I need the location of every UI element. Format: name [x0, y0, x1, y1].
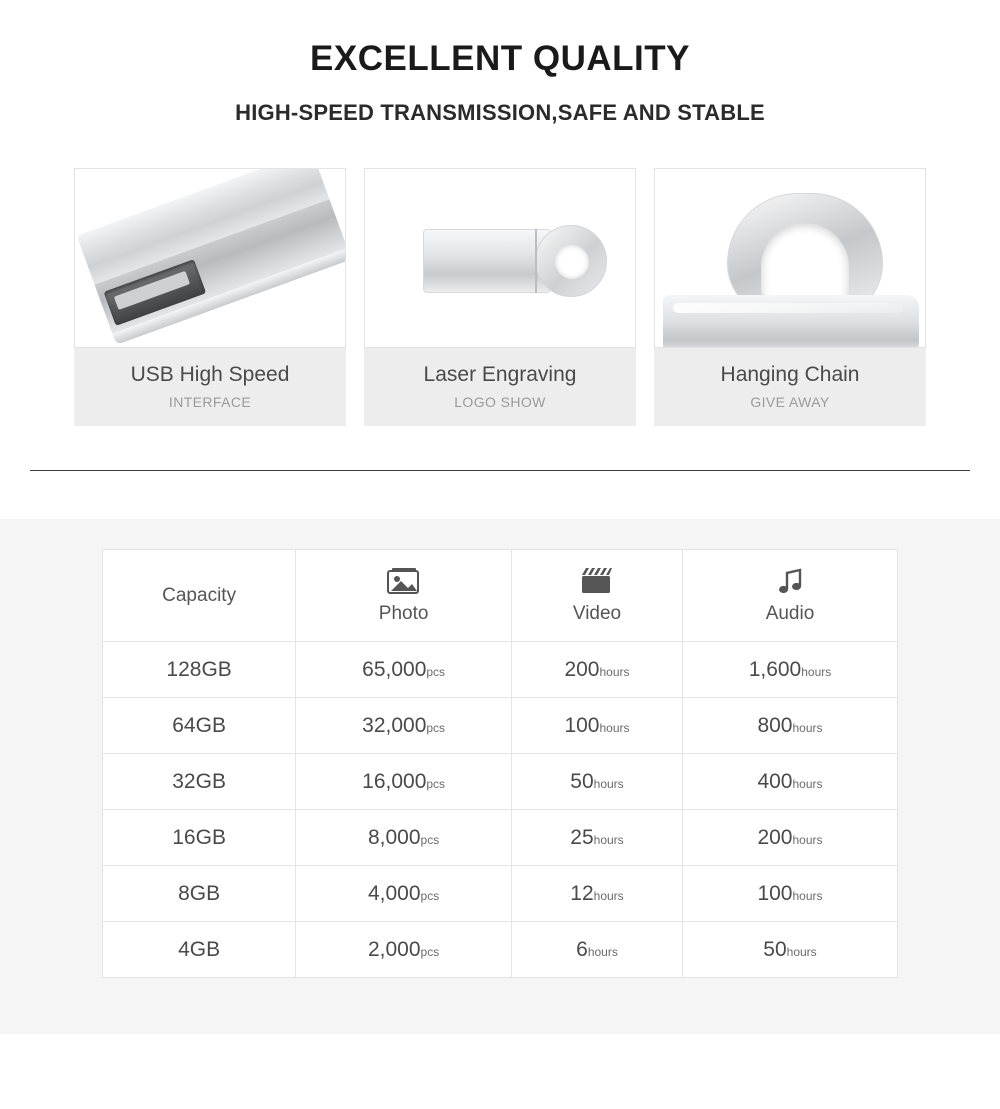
cell-value: 50 — [763, 937, 787, 961]
cell-value: 200 — [564, 657, 600, 681]
cell-unit: pcs — [420, 888, 440, 903]
cell-unit: hours — [792, 832, 823, 847]
photo-icon — [297, 567, 510, 601]
cell-capacity: 16GB — [103, 810, 296, 866]
feature-card-caption — [364, 348, 636, 426]
table-header-row — [103, 550, 898, 642]
cell-photo — [296, 642, 512, 698]
cell-unit: pcs — [426, 776, 446, 791]
cell-audio — [682, 922, 897, 978]
cell-unit: hours — [593, 888, 624, 903]
cell-value: 1,600 — [748, 657, 802, 681]
section-divider — [30, 470, 970, 471]
page-subtitle: HIGH-SPEED TRANSMISSION,SAFE AND STABLE — [235, 100, 765, 125]
cell-unit: hours — [786, 944, 817, 959]
table-row — [103, 698, 898, 754]
cell-photo — [296, 810, 512, 866]
feature-title: USB High Speed — [130, 363, 290, 386]
cell-unit: hours — [593, 776, 624, 791]
cell-video — [512, 642, 683, 698]
usb-connector-image — [74, 168, 346, 348]
usb-hanging-loop-image — [654, 168, 926, 348]
cell-value: 32,000 — [362, 713, 427, 737]
cell-audio — [682, 810, 897, 866]
cell-unit: pcs — [420, 944, 440, 959]
cell-unit: pcs — [426, 720, 446, 735]
cell-value: 6 — [576, 937, 588, 961]
header-cell-audio — [682, 550, 897, 642]
feature-subtitle: INTERFACE — [168, 394, 252, 411]
cell-photo — [296, 866, 512, 922]
table-row — [103, 922, 898, 978]
header-label: Audio — [765, 602, 815, 624]
cell-value: 4,000 — [367, 881, 421, 905]
feature-card-laser-engraving — [364, 168, 636, 426]
feature-card-list — [74, 168, 926, 426]
feature-subtitle: LOGO SHOW — [454, 394, 546, 411]
header-cell-video — [512, 550, 683, 642]
cell-video — [512, 754, 683, 810]
cell-capacity: 32GB — [103, 754, 296, 810]
cell-photo — [296, 754, 512, 810]
table-row — [103, 754, 898, 810]
cell-value: 2,000 — [367, 937, 421, 961]
feature-card-caption — [74, 348, 346, 426]
feature-subtitle: GIVE AWAY — [750, 394, 830, 411]
cell-audio — [682, 642, 897, 698]
cell-unit: hours — [792, 720, 823, 735]
cell-value: 12 — [570, 881, 594, 905]
cell-unit: hours — [801, 664, 832, 679]
usb-connector-illustration — [77, 168, 346, 348]
cell-value: 200 — [757, 825, 793, 849]
cell-value: 25 — [570, 825, 594, 849]
feature-title: Laser Engraving — [423, 363, 577, 386]
video-clapperboard-icon — [513, 567, 681, 601]
cell-unit: hours — [593, 832, 624, 847]
cell-value: 800 — [757, 713, 793, 737]
table-row — [103, 866, 898, 922]
header-label: Video — [572, 602, 622, 624]
feature-card-hanging-chain — [654, 168, 926, 426]
cell-unit: hours — [792, 888, 823, 903]
header-cell-photo — [296, 550, 512, 642]
capacity-table — [102, 549, 898, 978]
usb-ring-illustration — [423, 225, 603, 297]
cell-value: 100 — [757, 881, 793, 905]
cell-unit: hours — [599, 720, 630, 735]
feature-title: Hanging Chain — [720, 363, 860, 386]
cell-capacity: 4GB — [103, 922, 296, 978]
cell-audio — [682, 698, 897, 754]
feature-card-usb-high-speed — [74, 168, 346, 426]
capacity-table-section — [0, 519, 1000, 1034]
feature-card-caption — [654, 348, 926, 426]
cell-audio — [682, 754, 897, 810]
header-label: Capacity — [162, 584, 237, 606]
cell-capacity: 8GB — [103, 866, 296, 922]
usb-loop-illustration — [663, 187, 919, 348]
cell-video — [512, 922, 683, 978]
cell-value: 8,000 — [367, 825, 421, 849]
cell-unit: hours — [792, 776, 823, 791]
cell-video — [512, 866, 683, 922]
table-row — [103, 642, 898, 698]
cell-video — [512, 810, 683, 866]
cell-video — [512, 698, 683, 754]
table-row — [103, 810, 898, 866]
music-note-icon — [684, 567, 896, 601]
cell-value: 65,000 — [362, 657, 427, 681]
cell-value: 16,000 — [362, 769, 427, 793]
cell-unit: hours — [587, 944, 618, 959]
cell-capacity: 128GB — [103, 642, 296, 698]
cell-unit: pcs — [420, 832, 440, 847]
usb-ring-body-image — [364, 168, 636, 348]
cell-capacity: 64GB — [103, 698, 296, 754]
table-body — [103, 642, 898, 978]
cell-unit: pcs — [426, 664, 446, 679]
cell-unit: hours — [599, 664, 630, 679]
cell-audio — [682, 866, 897, 922]
cell-value: 100 — [564, 713, 600, 737]
cell-value: 400 — [757, 769, 793, 793]
header-cell-capacity — [103, 550, 296, 642]
cell-photo — [296, 698, 512, 754]
cell-photo — [296, 922, 512, 978]
header-label: Photo — [378, 602, 429, 624]
page-title: EXCELLENT QUALITY — [310, 39, 690, 78]
cell-value: 50 — [570, 769, 594, 793]
table-header — [103, 550, 898, 642]
